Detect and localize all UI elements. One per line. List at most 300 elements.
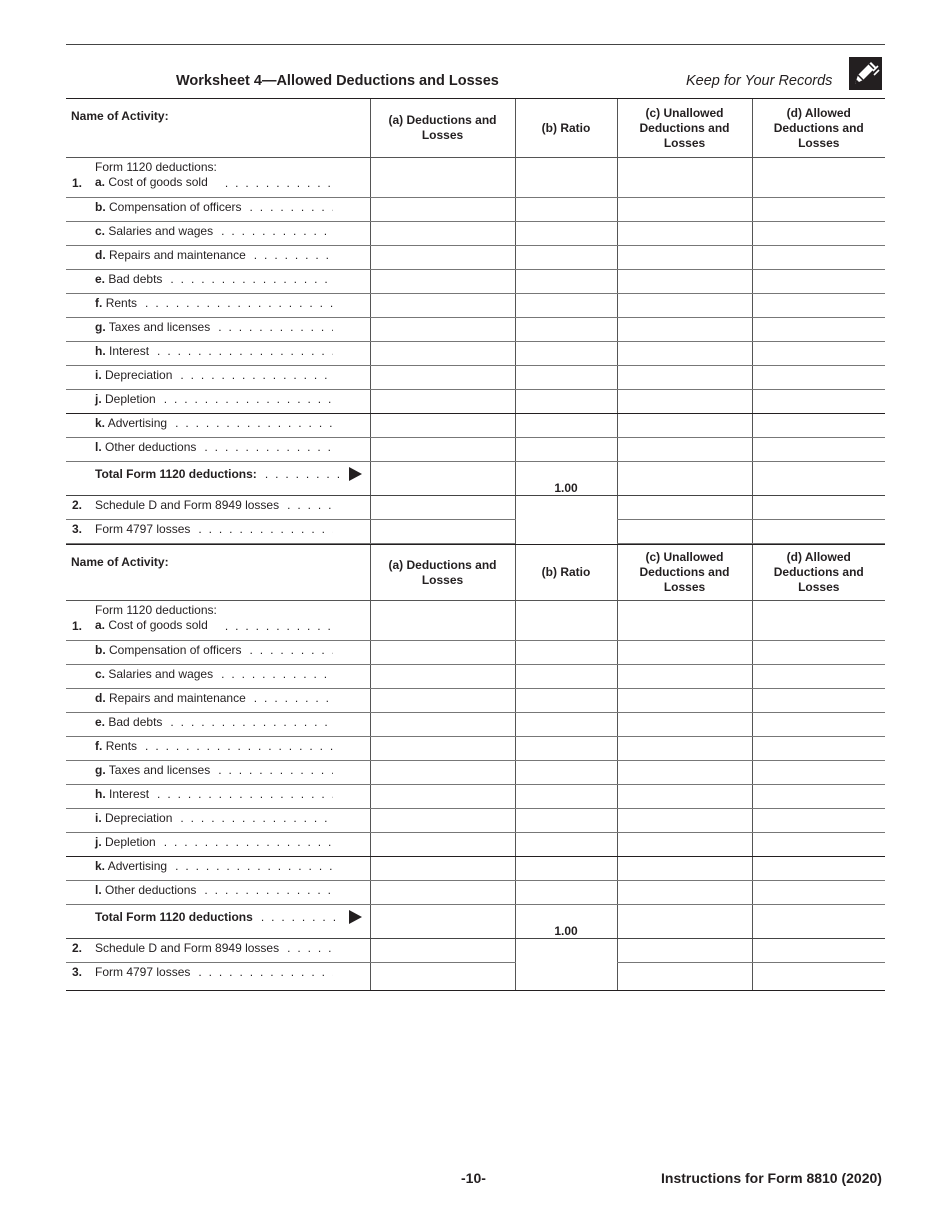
allowed-d-cell[interactable]	[752, 318, 885, 342]
table-row	[66, 270, 885, 294]
leader-dots	[221, 667, 332, 681]
row-label	[66, 198, 370, 222]
column-b-header: (b) Ratio	[515, 545, 617, 601]
right-arrow-icon	[349, 467, 362, 481]
unallowed-c-cell[interactable]	[617, 366, 752, 390]
line-number: 1.	[72, 176, 83, 190]
allowed-d-cell[interactable]	[752, 809, 885, 833]
pencil-records-icon	[849, 57, 882, 90]
item-letter: b.	[95, 643, 106, 657]
item-letter: h.	[95, 344, 106, 358]
allowed-d-cell[interactable]	[752, 665, 885, 689]
ratio-b-cell[interactable]	[515, 222, 617, 246]
item-letter: b.	[95, 200, 106, 214]
allowed-d-cell[interactable]	[752, 857, 885, 881]
item-letter: k.	[95, 859, 106, 873]
line3-label: Form 4797 losses	[95, 965, 191, 979]
amount-a-cell[interactable]	[370, 939, 515, 963]
total-a-cell[interactable]	[370, 462, 515, 496]
allowed-d-cell[interactable]	[752, 939, 885, 963]
total-c-cell[interactable]	[617, 905, 752, 939]
item-label	[95, 787, 149, 801]
ratio-b-cell[interactable]	[515, 713, 617, 737]
item-text: Depletion	[105, 392, 156, 406]
table-row	[66, 520, 885, 544]
leader-dots	[170, 715, 332, 729]
item-text: Depreciation	[105, 811, 173, 825]
column-b-header: (b) Ratio	[515, 99, 617, 158]
unallowed-c-cell[interactable]	[617, 270, 752, 294]
leader-dots	[265, 467, 339, 481]
item-letter: a.	[95, 175, 106, 189]
allowed-d-cell[interactable]	[752, 713, 885, 737]
ratio-b-cell[interactable]	[515, 737, 617, 761]
item-letter: f.	[95, 739, 103, 753]
item-text: Advertising	[107, 416, 168, 430]
row-label	[66, 881, 370, 905]
row-label	[66, 366, 370, 390]
item-label	[95, 200, 242, 214]
ratio-value: 1.00	[515, 905, 617, 939]
allowed-d-cell[interactable]	[752, 246, 885, 270]
leader-dots	[198, 522, 332, 536]
table-row	[66, 318, 885, 342]
allowed-d-cell[interactable]	[752, 689, 885, 713]
row-label	[66, 318, 370, 342]
leader-dots	[221, 224, 332, 238]
column-a-label: (a) Deductions and Losses	[388, 557, 497, 587]
unallowed-c-cell[interactable]	[617, 939, 752, 963]
ratio-b-blank	[515, 496, 617, 544]
unallowed-c-cell[interactable]	[617, 222, 752, 246]
amount-a-cell[interactable]	[370, 809, 515, 833]
item-text: Repairs and maintenance	[109, 691, 246, 705]
item-label	[95, 643, 242, 657]
amount-a-cell[interactable]	[370, 665, 515, 689]
item-label	[95, 883, 196, 897]
item-letter: c.	[95, 224, 106, 238]
line3-label: Form 4797 losses	[95, 522, 191, 536]
line1-label: Form 1120 deductions:	[95, 603, 217, 617]
total-a-cell[interactable]	[370, 905, 515, 939]
leader-dots	[175, 859, 332, 873]
amount-a-cell[interactable]	[370, 414, 515, 438]
unallowed-c-cell[interactable]	[617, 438, 752, 462]
item-label	[95, 344, 149, 358]
table-row	[66, 713, 885, 737]
line1-label: Form 1120 deductions:	[95, 160, 217, 174]
ratio-b-cell[interactable]	[515, 318, 617, 342]
table-row	[66, 881, 885, 905]
amount-a-cell[interactable]	[370, 342, 515, 366]
leader-dots	[180, 368, 332, 382]
unallowed-c-cell[interactable]	[617, 761, 752, 785]
ratio-b-cell[interactable]	[515, 198, 617, 222]
leader-dots	[218, 763, 332, 777]
table-row	[66, 689, 885, 713]
unallowed-c-cell[interactable]	[617, 689, 752, 713]
unallowed-c-cell[interactable]	[617, 641, 752, 665]
table-row	[66, 833, 885, 857]
leader-dots	[218, 320, 332, 334]
amount-a-cell[interactable]	[370, 857, 515, 881]
leader-dots	[145, 739, 332, 753]
row-label	[66, 158, 370, 198]
allowed-d-cell[interactable]	[752, 737, 885, 761]
table-header-row	[66, 99, 885, 158]
item-label	[95, 440, 196, 454]
item-text: Cost of goods sold	[108, 175, 208, 189]
leader-dots	[225, 176, 333, 190]
item-letter: l.	[95, 883, 102, 897]
item-label	[95, 248, 246, 262]
ratio-b-cell[interactable]	[515, 414, 617, 438]
amount-a-cell[interactable]	[370, 318, 515, 342]
item-text: Taxes and licenses	[108, 763, 211, 777]
name-of-activity-header: Name of Activity:	[66, 545, 370, 601]
table-row	[66, 665, 885, 689]
column-a-header	[370, 545, 515, 601]
table-header-row	[66, 545, 885, 601]
amount-a-cell[interactable]	[370, 438, 515, 462]
unallowed-c-cell[interactable]	[617, 713, 752, 737]
item-text: Bad debts	[108, 715, 163, 729]
item-text: Depreciation	[105, 368, 173, 382]
unallowed-c-cell[interactable]	[617, 665, 752, 689]
line-number: 3.	[72, 522, 83, 536]
total-label: Total Form 1120 deductions:	[95, 467, 257, 481]
amount-a-cell[interactable]	[370, 270, 515, 294]
row-label	[66, 222, 370, 246]
allowed-d-cell[interactable]	[752, 414, 885, 438]
ratio-value: 1.00	[515, 462, 617, 496]
row-label	[66, 857, 370, 881]
table-row	[66, 366, 885, 390]
item-label	[95, 224, 213, 238]
line1-stack	[95, 160, 217, 190]
unallowed-c-cell[interactable]	[617, 294, 752, 318]
item-text: Salaries and wages	[108, 224, 214, 238]
allowed-d-cell[interactable]	[752, 438, 885, 462]
table-row	[66, 294, 885, 318]
item-letter: a.	[95, 618, 106, 632]
allowed-d-cell[interactable]	[752, 222, 885, 246]
amount-a-cell[interactable]	[370, 390, 515, 414]
item-text: Rents	[105, 739, 138, 753]
ratio-b-cell[interactable]	[515, 857, 617, 881]
allowed-d-cell[interactable]	[752, 366, 885, 390]
allowed-d-cell[interactable]	[752, 963, 885, 991]
allowed-d-cell[interactable]	[752, 785, 885, 809]
table-row	[66, 198, 885, 222]
ratio-b-cell[interactable]	[515, 881, 617, 905]
row-label	[66, 641, 370, 665]
item-label	[95, 739, 137, 753]
allowed-d-cell[interactable]	[752, 641, 885, 665]
item-text: Cost of goods sold	[108, 618, 208, 632]
unallowed-c-cell[interactable]	[617, 198, 752, 222]
amount-a-cell[interactable]	[370, 689, 515, 713]
table-row	[66, 761, 885, 785]
keep-for-records-note: Keep for Your Records	[686, 73, 833, 89]
ratio-b-cell[interactable]	[515, 342, 617, 366]
leader-dots	[198, 965, 332, 979]
item-label	[95, 715, 162, 729]
page-number: -10-	[461, 1170, 486, 1186]
item-label	[95, 392, 156, 406]
amount-a-cell[interactable]	[370, 601, 515, 641]
worksheet-title: Worksheet 4—Allowed Deductions and Losses	[176, 73, 499, 89]
item-letter: c.	[95, 667, 106, 681]
unallowed-c-cell[interactable]	[617, 601, 752, 641]
amount-a-cell[interactable]	[370, 761, 515, 785]
item-letter: d.	[95, 248, 106, 262]
column-a-label: (a) Deductions and Losses	[388, 113, 497, 142]
amount-a-cell[interactable]	[370, 158, 515, 198]
ratio-b-cell[interactable]	[515, 366, 617, 390]
row-label	[66, 939, 370, 963]
item-letter: i.	[95, 811, 102, 825]
row-label	[66, 390, 370, 414]
worksheet-table-2	[66, 544, 885, 991]
item-label	[95, 835, 156, 849]
item-text: Depletion	[105, 835, 156, 849]
amount-a-cell[interactable]	[370, 713, 515, 737]
amount-a-cell[interactable]	[370, 198, 515, 222]
unallowed-c-cell[interactable]	[617, 737, 752, 761]
item-text: Interest	[109, 787, 150, 801]
item-label	[95, 368, 172, 382]
table-row	[66, 496, 885, 520]
allowed-d-cell[interactable]	[752, 496, 885, 520]
unallowed-c-cell[interactable]	[617, 318, 752, 342]
ratio-b-cell[interactable]	[515, 246, 617, 270]
table-row	[66, 414, 885, 438]
item-label	[95, 272, 162, 286]
row-label	[66, 713, 370, 737]
ratio-b-cell[interactable]	[515, 665, 617, 689]
ratio-b-blank	[515, 939, 617, 991]
leader-dots	[254, 691, 333, 705]
ratio-b-cell[interactable]	[515, 270, 617, 294]
total-label: Total Form 1120 deductions	[95, 910, 253, 924]
amount-a-cell[interactable]	[370, 222, 515, 246]
allowed-d-cell[interactable]	[752, 601, 885, 641]
unallowed-c-cell[interactable]	[617, 342, 752, 366]
total-label-cell	[66, 462, 370, 496]
item-text: Other deductions	[105, 883, 197, 897]
unallowed-c-cell[interactable]	[617, 857, 752, 881]
leader-dots	[164, 835, 333, 849]
column-c-label: (c) Unallowed Deductions and Losses	[639, 105, 730, 150]
leader-dots	[287, 941, 332, 955]
unallowed-c-cell[interactable]	[617, 414, 752, 438]
leader-dots	[287, 498, 332, 512]
item-text: Rents	[105, 296, 138, 310]
allowed-d-cell[interactable]	[752, 833, 885, 857]
leader-dots	[204, 883, 332, 897]
unallowed-c-cell[interactable]	[617, 520, 752, 544]
item-text: Advertising	[107, 859, 168, 873]
total-d-cell[interactable]	[752, 905, 885, 939]
amount-a-cell[interactable]	[370, 246, 515, 270]
ratio-b-cell[interactable]	[515, 601, 617, 641]
amount-a-cell[interactable]	[370, 366, 515, 390]
line2-label: Schedule D and Form 8949 losses	[95, 941, 280, 955]
item-label	[95, 691, 246, 705]
item-letter: d.	[95, 691, 106, 705]
leader-dots	[180, 811, 332, 825]
line-number: 2.	[72, 498, 83, 512]
item-text: Compensation of officers	[109, 200, 242, 214]
column-d-label: (d) Allowed Deductions and Losses	[773, 105, 864, 150]
unallowed-c-cell[interactable]	[617, 963, 752, 991]
item-label	[95, 667, 213, 681]
allowed-d-cell[interactable]	[752, 390, 885, 414]
row-label	[66, 438, 370, 462]
table-row	[66, 939, 885, 963]
allowed-d-cell[interactable]	[752, 270, 885, 294]
amount-a-cell[interactable]	[370, 520, 515, 544]
item-label	[95, 763, 210, 777]
item-label	[95, 811, 172, 825]
amount-a-cell[interactable]	[370, 294, 515, 318]
amount-a-cell[interactable]	[370, 496, 515, 520]
leader-dots	[204, 440, 332, 454]
unallowed-c-cell[interactable]	[617, 881, 752, 905]
unallowed-c-cell[interactable]	[617, 390, 752, 414]
ratio-b-cell[interactable]	[515, 833, 617, 857]
item-letter: j.	[95, 835, 102, 849]
amount-a-cell[interactable]	[370, 641, 515, 665]
item-label	[95, 320, 210, 334]
leader-dots	[145, 296, 332, 310]
leader-dots	[261, 910, 339, 924]
row-label	[66, 809, 370, 833]
table-row	[66, 438, 885, 462]
item-text: Other deductions	[105, 440, 197, 454]
row-label	[66, 737, 370, 761]
ratio-b-cell[interactable]	[515, 689, 617, 713]
row-label	[66, 414, 370, 438]
ratio-b-cell[interactable]	[515, 294, 617, 318]
leader-dots	[164, 392, 333, 406]
item-text: Repairs and maintenance	[109, 248, 246, 262]
leader-dots	[157, 344, 332, 358]
table-row	[66, 390, 885, 414]
table-row	[66, 342, 885, 366]
amount-a-cell[interactable]	[370, 881, 515, 905]
allowed-d-cell[interactable]	[752, 520, 885, 544]
item-letter: k.	[95, 416, 106, 430]
column-d-label: (d) Allowed Deductions and Losses	[773, 550, 864, 594]
worksheet-table-1	[66, 98, 885, 544]
row-label	[66, 963, 370, 991]
item-text: Taxes and licenses	[108, 320, 211, 334]
row-label	[66, 294, 370, 318]
allowed-d-cell[interactable]	[752, 158, 885, 198]
column-c-header	[617, 99, 752, 158]
table-row	[66, 809, 885, 833]
amount-a-cell[interactable]	[370, 785, 515, 809]
right-arrow-icon	[349, 910, 362, 924]
row-label	[66, 761, 370, 785]
item-letter: l.	[95, 440, 102, 454]
ratio-b-cell[interactable]	[515, 158, 617, 198]
line-number: 3.	[72, 965, 83, 979]
column-d-header	[752, 545, 885, 601]
line2-label: Schedule D and Form 8949 losses	[95, 498, 280, 512]
table-row	[66, 785, 885, 809]
item-letter: g.	[95, 763, 106, 777]
footer-form-title: Instructions for Form 8810 (2020)	[661, 1170, 882, 1186]
item-text: Interest	[109, 344, 150, 358]
item-label	[95, 296, 137, 310]
unallowed-c-cell[interactable]	[617, 785, 752, 809]
allowed-d-cell[interactable]	[752, 294, 885, 318]
allowed-d-cell[interactable]	[752, 761, 885, 785]
row-label	[66, 246, 370, 270]
line-number: 1.	[72, 619, 83, 633]
item-label	[95, 859, 167, 873]
unallowed-c-cell[interactable]	[617, 833, 752, 857]
top-rule	[66, 44, 885, 45]
table-row	[66, 737, 885, 761]
unallowed-c-cell[interactable]	[617, 158, 752, 198]
unallowed-c-cell[interactable]	[617, 809, 752, 833]
total-d-cell[interactable]	[752, 462, 885, 496]
leader-dots	[250, 200, 333, 214]
total-c-cell[interactable]	[617, 462, 752, 496]
item-letter: e.	[95, 715, 106, 729]
column-c-header	[617, 545, 752, 601]
ratio-b-cell[interactable]	[515, 761, 617, 785]
table-row	[66, 158, 885, 198]
row-label	[66, 342, 370, 366]
amount-a-cell[interactable]	[370, 963, 515, 991]
leader-dots	[254, 248, 333, 262]
item-text: Bad debts	[108, 272, 163, 286]
column-a-header	[370, 99, 515, 158]
table-row	[66, 222, 885, 246]
item-letter: g.	[95, 320, 106, 334]
ratio-b-cell[interactable]	[515, 641, 617, 665]
table-row	[66, 857, 885, 881]
allowed-d-cell[interactable]	[752, 342, 885, 366]
allowed-d-cell[interactable]	[752, 881, 885, 905]
line1-stack	[95, 603, 217, 633]
row-label	[66, 496, 370, 520]
leader-dots	[225, 619, 333, 633]
ratio-b-cell[interactable]	[515, 785, 617, 809]
row-label	[66, 665, 370, 689]
ratio-b-cell[interactable]	[515, 390, 617, 414]
leader-dots	[170, 272, 332, 286]
table-row	[66, 601, 885, 641]
ratio-b-cell[interactable]	[515, 809, 617, 833]
leader-dots	[250, 643, 333, 657]
allowed-d-cell[interactable]	[752, 198, 885, 222]
unallowed-c-cell[interactable]	[617, 246, 752, 270]
amount-a-cell[interactable]	[370, 833, 515, 857]
item-text: Compensation of officers	[109, 643, 242, 657]
leader-dots	[157, 787, 332, 801]
row-label	[66, 785, 370, 809]
ratio-b-cell[interactable]	[515, 438, 617, 462]
amount-a-cell[interactable]	[370, 737, 515, 761]
unallowed-c-cell[interactable]	[617, 496, 752, 520]
name-of-activity-header: Name of Activity:	[66, 99, 370, 158]
